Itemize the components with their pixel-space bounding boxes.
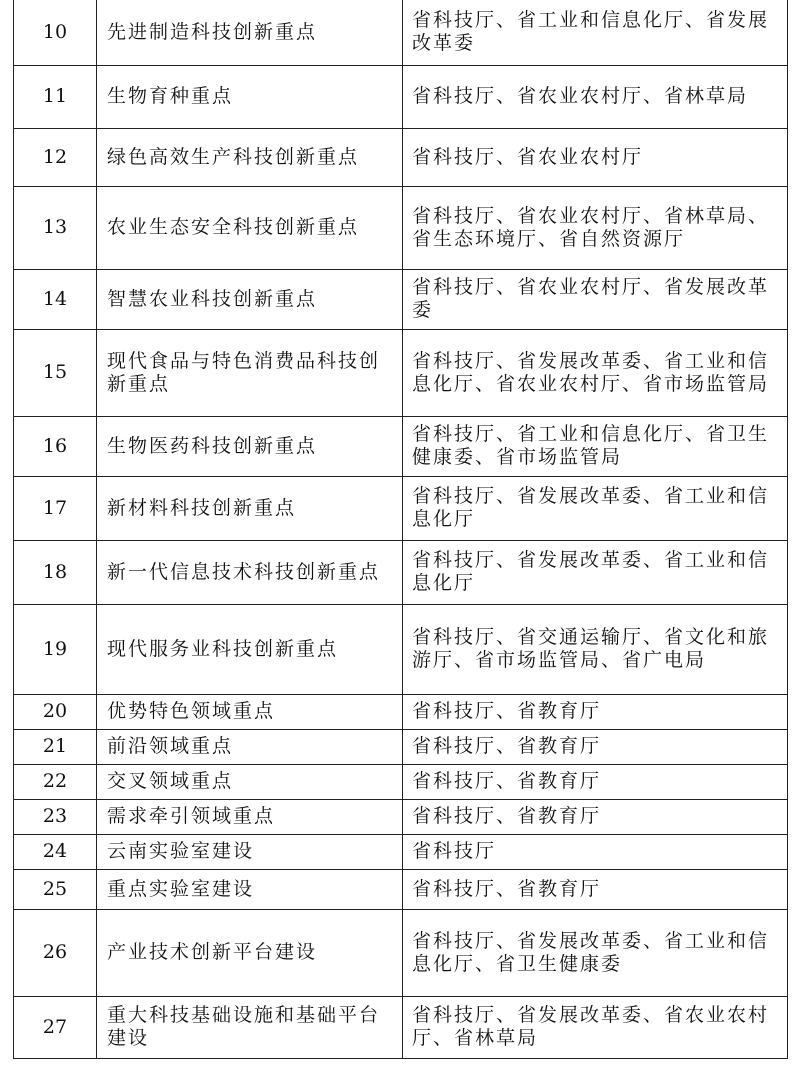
responsible-departments: 省科技厅、省教育厅 <box>403 799 788 834</box>
table-row <box>14 729 788 764</box>
project-name: 现代服务业科技创新重点 <box>97 604 403 694</box>
project-name: 生物育种重点 <box>97 65 403 128</box>
project-name: 交叉领域重点 <box>97 764 403 799</box>
table-row <box>14 694 788 729</box>
responsible-departments: 省科技厅、省交通运输厅、省文化和旅游厅、省市场监管局、省广电局 <box>403 604 788 694</box>
responsible-departments: 省科技厅、省发展改革委、省工业和信息化厅、省农业农村厅、省市场监管局 <box>403 329 788 416</box>
project-name: 重点实验室建设 <box>97 869 403 909</box>
responsible-departments: 省科技厅、省发展改革委、省农业农村厅、省林草局 <box>403 996 788 1058</box>
row-number: 18 <box>14 540 97 604</box>
row-number: 17 <box>14 476 97 540</box>
table-row <box>14 329 788 416</box>
row-number: 13 <box>14 186 97 269</box>
table-body <box>14 0 788 1058</box>
table-row <box>14 799 788 834</box>
project-name: 生物医药科技创新重点 <box>97 416 403 476</box>
row-number: 16 <box>14 416 97 476</box>
table-row <box>14 909 788 996</box>
project-name: 产业技术创新平台建设 <box>97 909 403 996</box>
project-name: 新一代信息技术科技创新重点 <box>97 540 403 604</box>
responsible-departments: 省科技厅、省发展改革委、省工业和信息化厅 <box>403 540 788 604</box>
table-row <box>14 540 788 604</box>
row-number: 24 <box>14 834 97 869</box>
responsible-departments: 省科技厅、省农业农村厅、省发展改革委 <box>403 269 788 329</box>
row-number: 27 <box>14 996 97 1058</box>
table-row <box>14 128 788 186</box>
table-row <box>14 604 788 694</box>
table-row <box>14 476 788 540</box>
row-number: 26 <box>14 909 97 996</box>
responsible-departments: 省科技厅、省农业农村厅 <box>403 128 788 186</box>
row-number: 25 <box>14 869 97 909</box>
table-row <box>14 269 788 329</box>
project-name: 现代食品与特色消费品科技创新重点 <box>97 329 403 416</box>
project-name: 绿色高效生产科技创新重点 <box>97 128 403 186</box>
table-row <box>14 65 788 128</box>
row-number: 23 <box>14 799 97 834</box>
department-table <box>13 0 788 1059</box>
responsible-departments: 省科技厅、省农业农村厅、省林草局、省生态环境厅、省自然资源厅 <box>403 186 788 269</box>
project-name: 云南实验室建设 <box>97 834 403 869</box>
row-number: 12 <box>14 128 97 186</box>
responsible-departments: 省科技厅、省教育厅 <box>403 694 788 729</box>
table-row <box>14 0 788 65</box>
project-name: 优势特色领域重点 <box>97 694 403 729</box>
responsible-departments: 省科技厅、省工业和信息化厅、省卫生健康委、省市场监管局 <box>403 416 788 476</box>
project-name: 新材料科技创新重点 <box>97 476 403 540</box>
table-row <box>14 869 788 909</box>
responsible-departments: 省科技厅、省教育厅 <box>403 729 788 764</box>
table-row <box>14 416 788 476</box>
project-name: 智慧农业科技创新重点 <box>97 269 403 329</box>
project-name: 农业生态安全科技创新重点 <box>97 186 403 269</box>
responsible-departments: 省科技厅、省农业农村厅、省林草局 <box>403 65 788 128</box>
row-number: 19 <box>14 604 97 694</box>
responsible-departments: 省科技厅 <box>403 834 788 869</box>
project-name: 先进制造科技创新重点 <box>97 0 403 65</box>
row-number: 14 <box>14 269 97 329</box>
table-row <box>14 996 788 1058</box>
row-number: 21 <box>14 729 97 764</box>
table-row <box>14 186 788 269</box>
responsible-departments: 省科技厅、省教育厅 <box>403 869 788 909</box>
responsible-departments: 省科技厅、省发展改革委、省工业和信息化厅、省卫生健康委 <box>403 909 788 996</box>
project-name: 重大科技基础设施和基础平台建设 <box>97 996 403 1058</box>
row-number: 15 <box>14 329 97 416</box>
project-name: 前沿领域重点 <box>97 729 403 764</box>
row-number: 11 <box>14 65 97 128</box>
row-number: 10 <box>14 0 97 65</box>
responsible-departments: 省科技厅、省教育厅 <box>403 764 788 799</box>
row-number: 20 <box>14 694 97 729</box>
responsible-departments: 省科技厅、省工业和信息化厅、省发展改革委 <box>403 0 788 65</box>
table-row <box>14 834 788 869</box>
row-number: 22 <box>14 764 97 799</box>
project-name: 需求牵引领域重点 <box>97 799 403 834</box>
responsible-departments: 省科技厅、省发展改革委、省工业和信息化厅 <box>403 476 788 540</box>
table-row <box>14 764 788 799</box>
